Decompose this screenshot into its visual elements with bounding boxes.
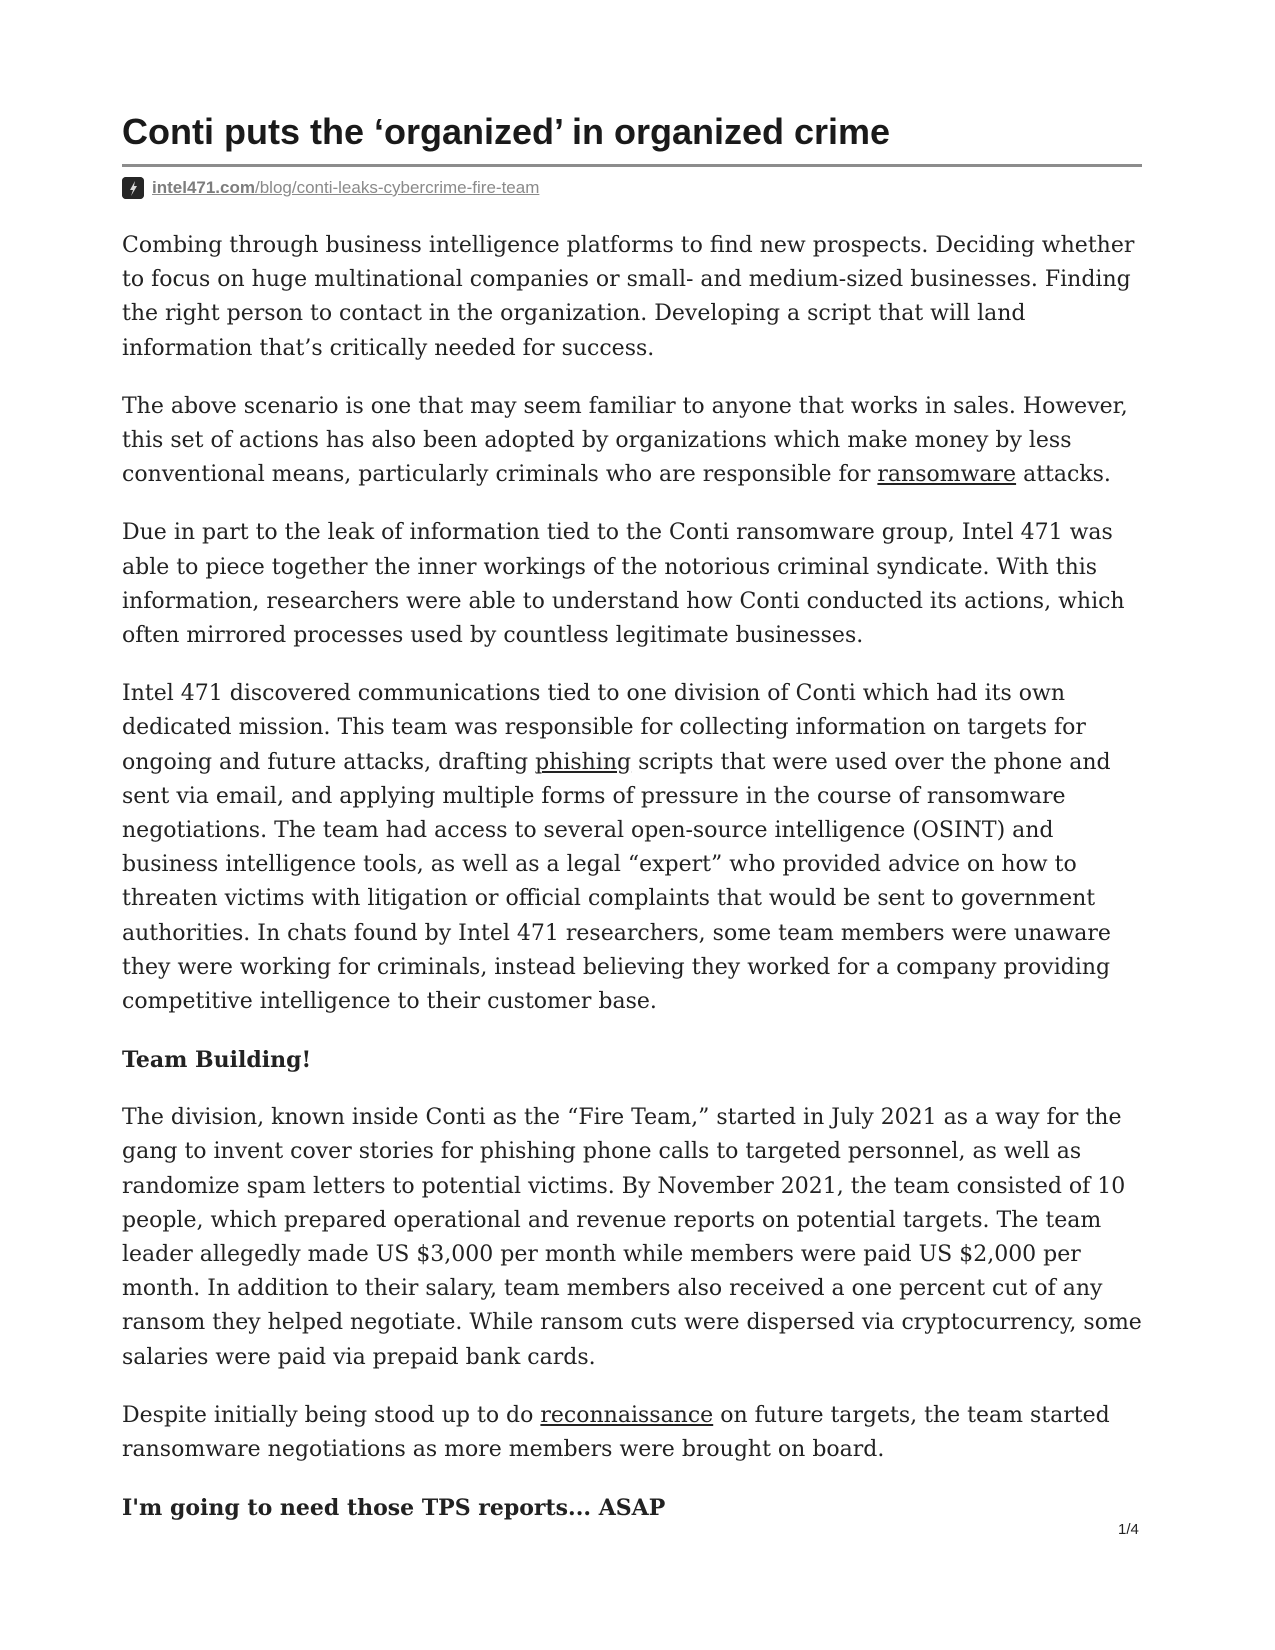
page-number: 1/4 bbox=[1118, 1521, 1139, 1538]
section-heading-tps-reports: I'm going to need those TPS reports... ASAP bbox=[122, 1495, 666, 1522]
page-title: Conti puts the ‘organized’ in organized crime bbox=[122, 111, 891, 152]
source-url-link[interactable] bbox=[152, 178, 539, 198]
source-domain: intel471.com bbox=[152, 178, 255, 197]
paragraph-2-text-a: The above scenario is one that may seem familiar to anyone that works in sales. However, this set of actions has also been adopted by organizations which make money by less conventional means, particularly criminals who are responsible for bbox=[122, 393, 1128, 488]
paragraph-4-text-b: scripts that were used over the phone and sent via email, and applying multiple forms of pressure in the course of ransomware negotiations. The team had access to several open-source intelligence (OSINT) and business intelligence tools, as well as a legal “expert” who provided advice on how to threaten victims with litigation or official complaints that would be sent to government authorities. In chats found by Intel 471 researchers, some team members were unaware they were working for criminals, instead believing they worked for a company providing competitive intelligence to their customer base. bbox=[122, 749, 1111, 1015]
paragraph-6 bbox=[122, 1399, 1142, 1467]
ransomware-link[interactable]: ransomware bbox=[877, 462, 1017, 488]
reconnaissance-link[interactable]: reconnaissance bbox=[540, 1402, 714, 1428]
section-heading-team-building: Team Building! bbox=[122, 1047, 312, 1074]
paragraph-4-text-a: Intel 471 discovered communications tied to one division of Conti which had its own dedicated mission. This team was responsible for collecting information on targets for ongoing and future attacks, drafting bbox=[122, 681, 1086, 775]
paragraph-2-text-b: attacks. bbox=[1016, 462, 1111, 488]
intel471-logo-icon bbox=[122, 177, 144, 199]
source-path: /blog/conti-leaks-cybercrime-fire-team bbox=[255, 178, 540, 197]
paragraph-3: Due in part to the leak of information tied to the Conti ransomware group, Intel 471 was able to piece together the inner workings of the notorious criminal syndicate. With this information, researchers were able to understand how Conti conducted its actions, which often mirrored processes used by countless legitimate businesses. bbox=[122, 520, 1125, 649]
document-page bbox=[122, 110, 1142, 1549]
article-body bbox=[122, 229, 1142, 1525]
paragraph-2 bbox=[122, 390, 1142, 493]
paragraph-4 bbox=[122, 677, 1142, 1019]
source-link-row bbox=[122, 177, 1142, 199]
title-divider bbox=[122, 164, 1142, 167]
paragraph-6-text-a: Despite initially being stood up to do bbox=[122, 1402, 541, 1428]
phishing-link[interactable]: phishing bbox=[535, 749, 632, 775]
paragraph-6-text-b: on future targets, the team started ransomware negotiations as more members were brought on board. bbox=[122, 1402, 1110, 1463]
paragraph-5: The division, known inside Conti as the “Fire Team,” started in July 2021 as a way for the gang to invent cover stories for phishing phone calls to targeted personnel, as well as randomize spam letters to potential victims. By November 2021, the team consisted of 10 people, which prepared operational and revenue reports on potential targets. The team leader allegedly made US $3,000 per month while members were paid US $2,000 per month. In addition to their salary, team members also received a one percent cut of any ransom they helped negotiate. While ransom cuts were dispersed via cryptocurrency, some salaries were paid via prepaid bank cards. bbox=[122, 1105, 1142, 1370]
paragraph-1: Combing through business intelligence platforms to find new prospects. Deciding whether to focus on huge multinational companies or small- and medium-sized businesses. Finding the right person to contact in the organization. Developing a script that will land information that’s critically needed for success. bbox=[122, 233, 1135, 361]
